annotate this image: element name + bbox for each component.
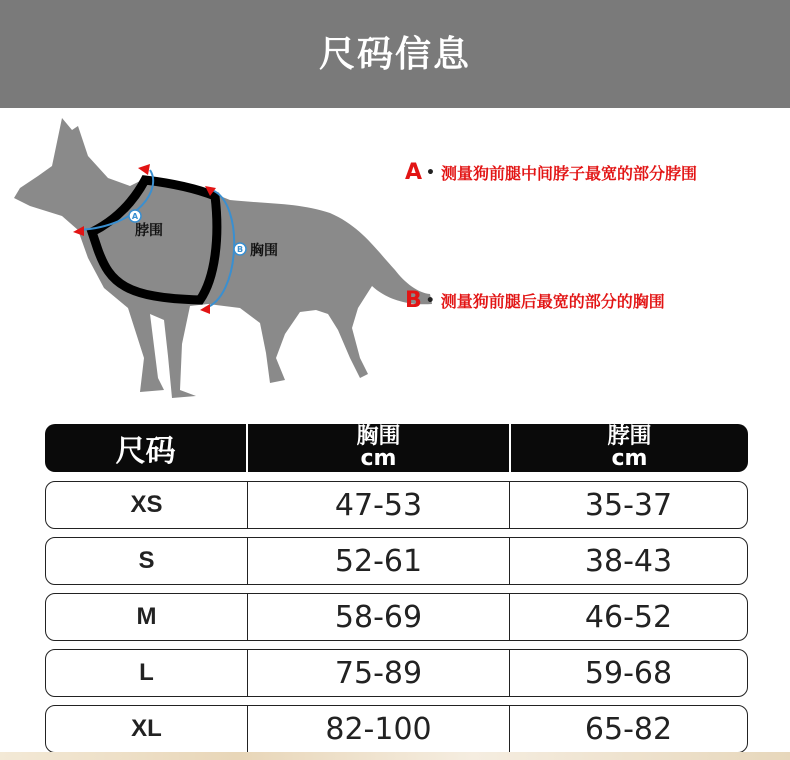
measurement-diagram bbox=[0, 108, 790, 418]
dog-silhouette-illustration bbox=[0, 108, 790, 418]
bullet-dot-icon: • bbox=[426, 164, 435, 181]
header-chest bbox=[248, 424, 511, 472]
header-neck bbox=[511, 424, 748, 472]
page-title: 尺码信息 bbox=[318, 33, 471, 75]
cell-neck: 59-68 bbox=[584, 655, 673, 691]
cell-size: XL bbox=[46, 706, 248, 752]
cell-chest: 58-69 bbox=[248, 594, 510, 640]
chest-label: 胸围 bbox=[250, 243, 278, 259]
header-chest-label: 胸围 bbox=[356, 424, 401, 449]
cell-size: S bbox=[46, 538, 248, 584]
note-a-text: 测量狗前腿中间脖子最宽的部分脖围 bbox=[440, 164, 697, 183]
cell-chest: 75-89 bbox=[248, 650, 510, 696]
header-chest-unit: cm bbox=[360, 446, 397, 471]
size-table-header bbox=[45, 424, 748, 472]
table-row bbox=[45, 705, 748, 753]
neck-arrow-head-top bbox=[138, 164, 150, 175]
chest-arrow-head-bottom bbox=[200, 304, 210, 314]
cell-neck: 65-82 bbox=[584, 711, 673, 747]
cell-neck: 46-52 bbox=[584, 599, 673, 635]
bullet-dot-icon: • bbox=[425, 292, 435, 309]
cell-neck: 35-37 bbox=[584, 487, 673, 523]
neck-label: 脖围 bbox=[135, 223, 163, 239]
cell-size: XS bbox=[46, 482, 248, 528]
note-b-letter: B bbox=[405, 288, 422, 313]
note-b-text: 测量狗前腿后最宽的部分的胸围 bbox=[440, 292, 665, 311]
note-a-letter: A bbox=[405, 160, 423, 185]
table-row bbox=[45, 593, 748, 641]
cell-chest: 47-53 bbox=[248, 482, 510, 528]
header-banner bbox=[0, 0, 790, 108]
cell-neck: 38-43 bbox=[584, 543, 673, 579]
note-b bbox=[405, 288, 665, 313]
cell-size: L bbox=[46, 650, 248, 696]
cell-size: M bbox=[46, 594, 248, 640]
table-row bbox=[45, 537, 748, 585]
header-neck-unit: cm bbox=[611, 446, 648, 471]
bottom-decorative-strip bbox=[0, 752, 790, 760]
cell-chest: 82-100 bbox=[248, 706, 510, 752]
table-row bbox=[45, 481, 748, 529]
marker-b: B bbox=[236, 245, 244, 254]
table-row bbox=[45, 649, 748, 697]
note-a bbox=[405, 160, 697, 185]
marker-a: A bbox=[131, 212, 139, 221]
header-neck-label: 脖围 bbox=[607, 424, 652, 449]
header-size: 尺码 bbox=[45, 424, 248, 472]
dog-silhouette bbox=[14, 118, 432, 398]
cell-chest: 52-61 bbox=[248, 538, 510, 584]
